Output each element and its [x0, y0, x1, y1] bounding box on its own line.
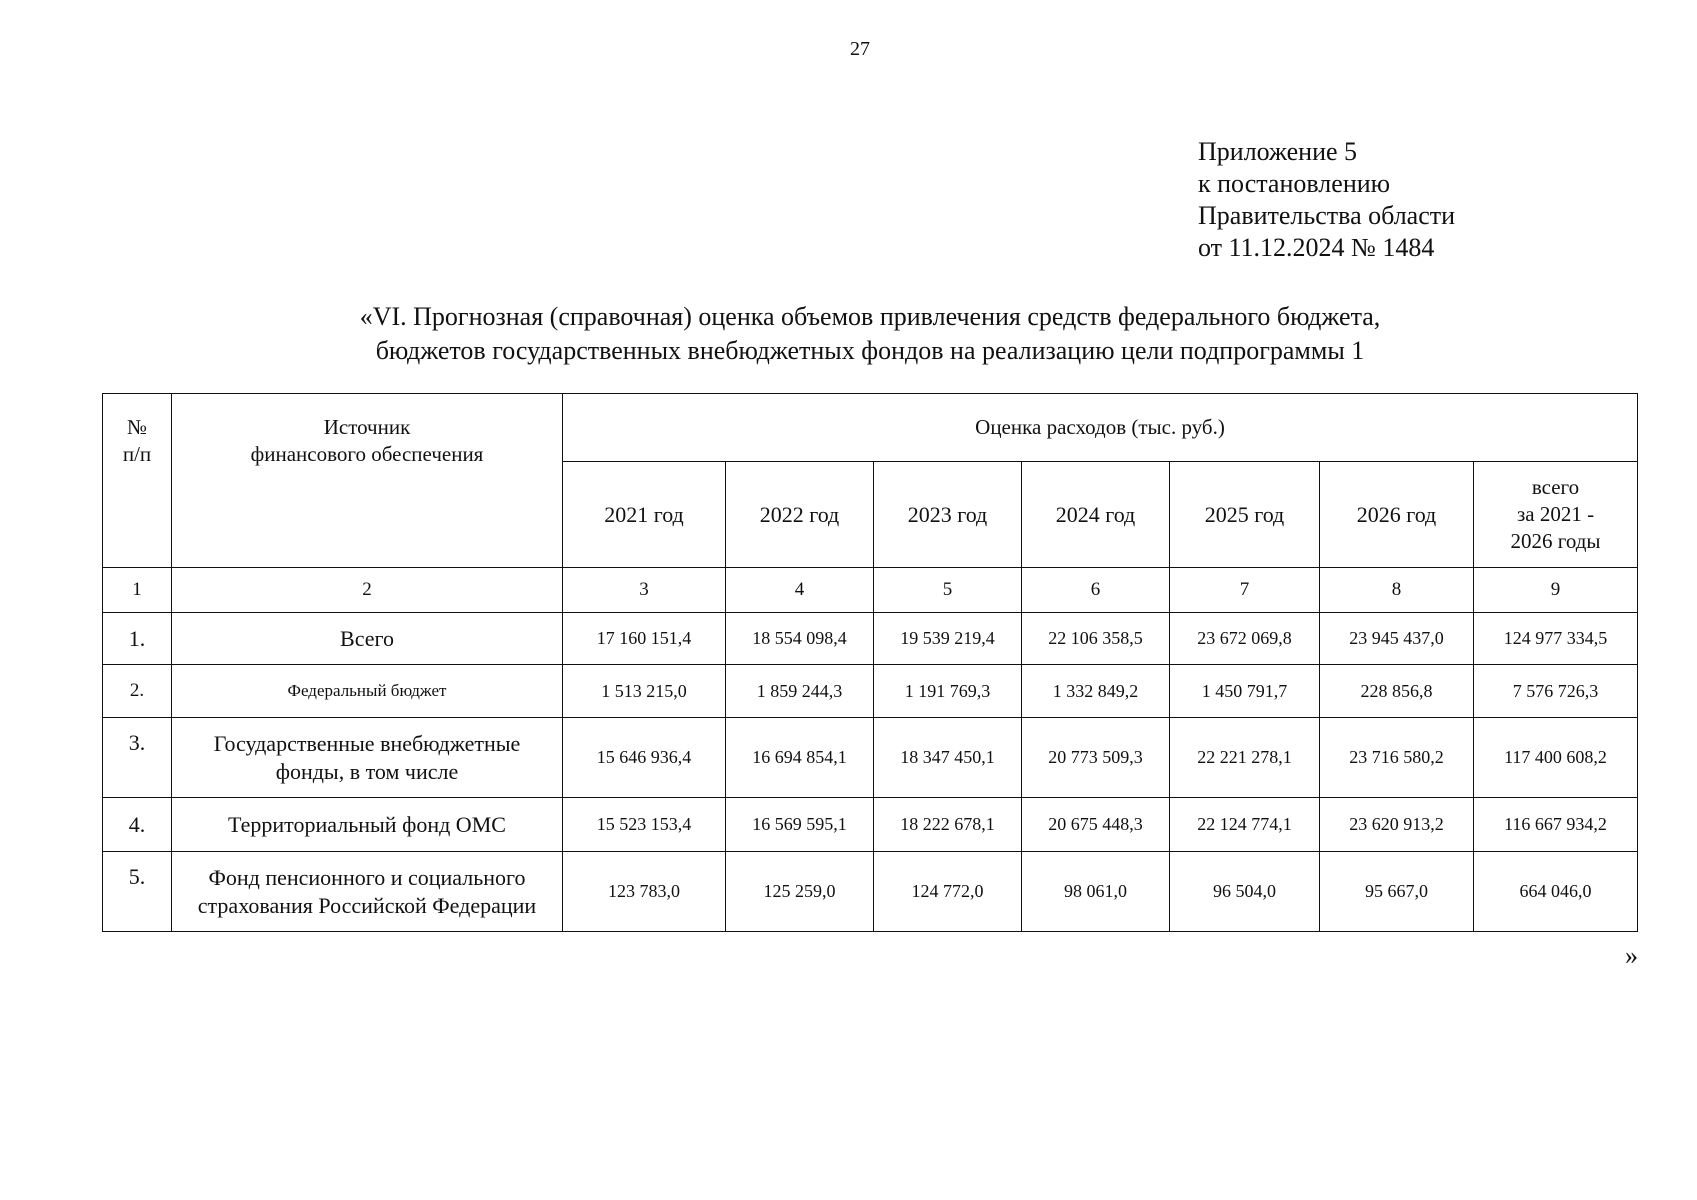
row-value: 1 191 769,3 [874, 665, 1022, 718]
row-source [172, 613, 563, 665]
header-total-line: всего [1531, 475, 1580, 499]
appendix-line: Приложение 5 [1198, 137, 1358, 166]
column-number: 8 [1320, 568, 1474, 613]
row-value: 23 945 437,0 [1320, 613, 1474, 665]
header-total-line: 2026 годы [1510, 529, 1601, 553]
row-value: 664 046,0 [1474, 852, 1638, 932]
row-source [172, 852, 563, 932]
column-number: 6 [1022, 568, 1170, 613]
header-total [1474, 462, 1638, 568]
row-value: 116 667 934,2 [1474, 798, 1638, 852]
section-title-line: бюджетов государственных внебюджетных фондов на реализацию цели подпрограммы 1 [375, 336, 1365, 365]
row-value: 98 061,0 [1022, 852, 1170, 932]
row-value: 22 124 774,1 [1170, 798, 1320, 852]
table-row [103, 798, 1638, 852]
column-number: 5 [874, 568, 1022, 613]
header-num-line: № [126, 415, 148, 439]
row-value: 18 347 450,1 [874, 718, 1022, 798]
row-value: 19 539 219,4 [874, 613, 1022, 665]
header-year: 2022 год [726, 462, 874, 568]
table-row [103, 852, 1638, 932]
row-value: 1 450 791,7 [1170, 665, 1320, 718]
row-source-line: Территориальный фонд ОМС [228, 811, 506, 837]
section-title-line: «VI. Прогнозная (справочная) оценка объемов привлечения средств федерального бюджета, [359, 302, 1381, 331]
row-value: 7 576 726,3 [1474, 665, 1638, 718]
table-row [103, 718, 1638, 798]
column-number: 3 [563, 568, 726, 613]
column-number: 2 [172, 568, 563, 613]
column-number: 9 [1474, 568, 1638, 613]
header-year: 2021 год [563, 462, 726, 568]
row-value: 23 620 913,2 [1320, 798, 1474, 852]
header-year: 2026 год [1320, 462, 1474, 568]
appendix-line: к постановлению [1198, 169, 1391, 198]
table-row [103, 613, 1638, 665]
column-number: 1 [103, 568, 172, 613]
row-source-line: Федеральный бюджет [287, 681, 447, 700]
header-row [103, 394, 1638, 462]
closing-quote: » [1625, 941, 1638, 970]
row-index: 5. [103, 852, 172, 932]
row-index: 1. [103, 613, 172, 665]
column-number: 4 [726, 568, 874, 613]
appendix-line: от 11.12.2024 № 1484 [1198, 233, 1435, 262]
header-year: 2023 год [874, 462, 1022, 568]
row-source-line: Фонд пенсионного и социального [208, 864, 526, 890]
row-value: 22 221 278,1 [1170, 718, 1320, 798]
row-value: 18 554 098,4 [726, 613, 874, 665]
row-value: 96 504,0 [1170, 852, 1320, 932]
header-year: 2024 год [1022, 462, 1170, 568]
row-value: 228 856,8 [1320, 665, 1474, 718]
row-value: 23 716 580,2 [1320, 718, 1474, 798]
row-index: 4. [103, 798, 172, 852]
row-source [172, 798, 563, 852]
row-value: 1 513 215,0 [563, 665, 726, 718]
row-source-line: фонды, в том числе [275, 758, 459, 784]
row-value: 117 400 608,2 [1474, 718, 1638, 798]
appendix-line: Правительства области [1198, 201, 1456, 230]
row-value: 17 160 151,4 [563, 613, 726, 665]
row-value: 124 772,0 [874, 852, 1022, 932]
row-index: 2. [103, 665, 172, 718]
header-num [103, 394, 172, 568]
row-value: 22 106 358,5 [1022, 613, 1170, 665]
row-source-line: страхования Российской Федерации [197, 892, 537, 918]
row-value: 20 675 448,3 [1022, 798, 1170, 852]
row-value: 1 859 244,3 [726, 665, 874, 718]
row-value: 15 646 936,4 [563, 718, 726, 798]
row-index: 3. [103, 718, 172, 798]
page-number: 27 [850, 38, 870, 60]
row-value: 20 773 509,3 [1022, 718, 1170, 798]
row-source [172, 718, 563, 798]
header-source-line: финансового обеспечения [250, 442, 484, 466]
row-source-line: Всего [340, 625, 394, 651]
header-source-line: Источник [323, 415, 411, 439]
header-estimate: Оценка расходов (тыс. руб.) [563, 394, 1638, 462]
row-value: 123 783,0 [563, 852, 726, 932]
row-value: 18 222 678,1 [874, 798, 1022, 852]
header-num-line: п/п [122, 442, 152, 466]
row-source-line: Государственные внебюджетные [213, 730, 521, 756]
section-title [300, 300, 1440, 368]
row-value: 15 523 153,4 [563, 798, 726, 852]
appendix-block [1198, 136, 1455, 264]
row-value: 125 259,0 [726, 852, 874, 932]
column-number: 7 [1170, 568, 1320, 613]
header-total-line: за 2021 - [1516, 502, 1595, 526]
table-row [103, 665, 1638, 718]
row-value: 124 977 334,5 [1474, 613, 1638, 665]
row-value: 16 569 595,1 [726, 798, 874, 852]
funding-table [102, 393, 1638, 932]
row-source [172, 665, 563, 718]
header-source [172, 394, 563, 568]
row-value: 16 694 854,1 [726, 718, 874, 798]
header-year: 2025 год [1170, 462, 1320, 568]
row-value: 23 672 069,8 [1170, 613, 1320, 665]
row-value: 95 667,0 [1320, 852, 1474, 932]
column-number-row [103, 568, 1638, 613]
row-value: 1 332 849,2 [1022, 665, 1170, 718]
